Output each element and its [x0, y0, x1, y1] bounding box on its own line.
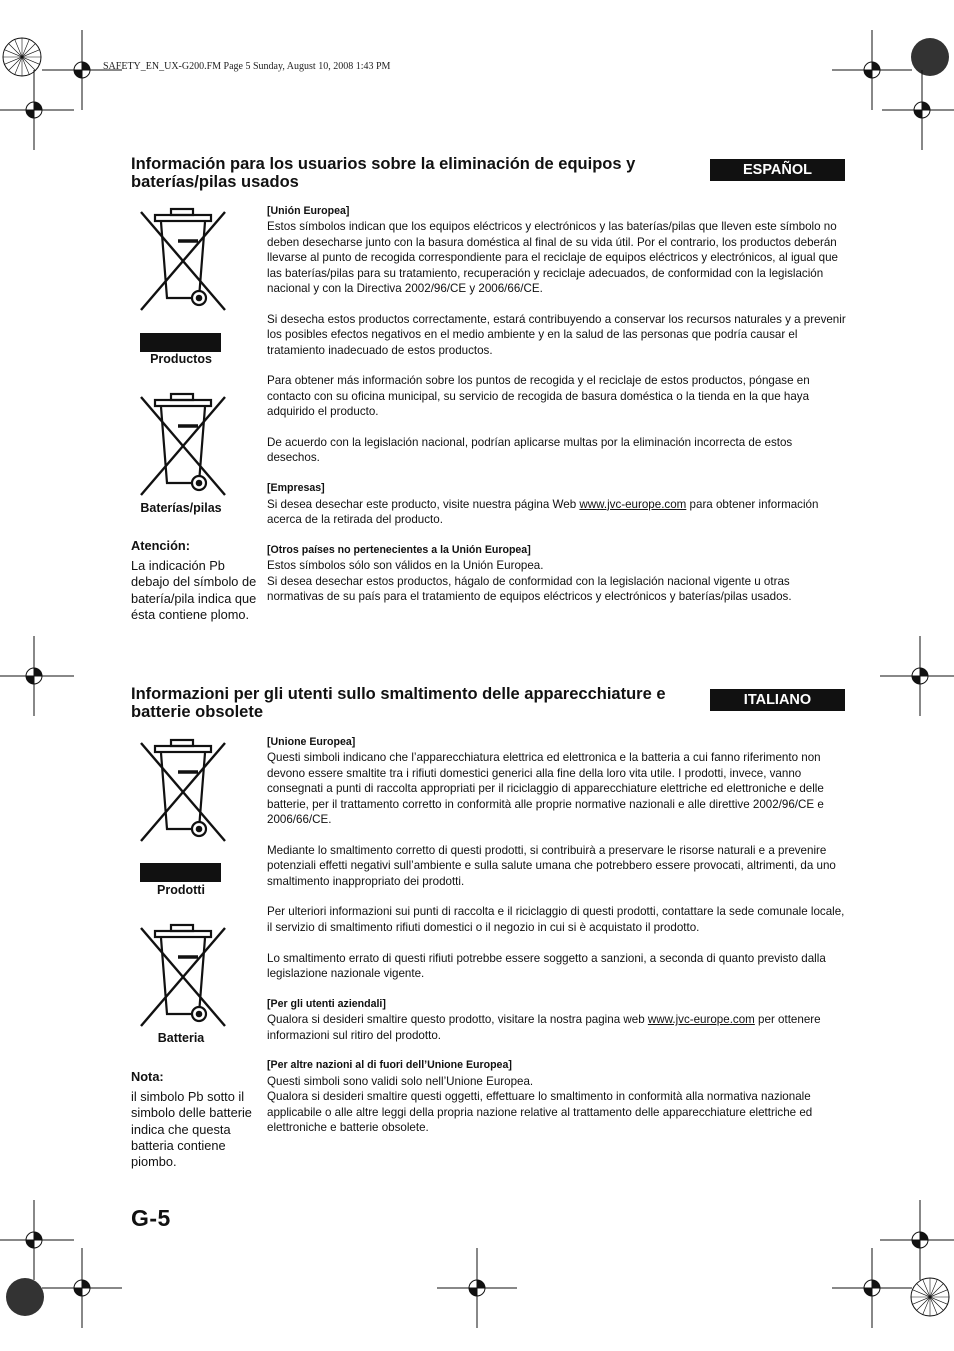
registration-mark-icon — [437, 1248, 517, 1328]
paragraph — [267, 1012, 847, 1043]
crop-mark-bottom-right-star-icon — [910, 1277, 950, 1317]
crop-mark-bottom-left-disc-icon — [5, 1277, 45, 1317]
registration-mark-icon — [42, 1248, 122, 1328]
paragraph: Para obtener más información sobre los puntos de recogida y el reciclaje de estos productos, póngase en contacto con su oficina municipal, su servicio de recogida de basura doméstica o la tienda en la que haya adquirido el producto. — [267, 374, 810, 419]
paragraph: Si desecha estos productos correctamente, estará contribuyendo a conservar los recursos naturales y a prevenir los posibles efectos negativos en el medio ambiente y en la salud de las personas que podría causar el tratamiento inadecuado de estos productos. — [267, 312, 846, 357]
crossed-bin-batteries-icon — [133, 922, 233, 1032]
crossed-bin-products-icon — [133, 737, 233, 847]
crossed-bin-products-icon — [133, 206, 233, 316]
subheading-eu-es: [Unión Europea] — [267, 205, 350, 217]
registration-mark-icon — [832, 1248, 912, 1328]
subheading-other-countries-it: [Per altre nazioni al di fuori dell’Unione Europea] — [267, 1059, 512, 1072]
subheading-eu-it: [Unione Europea] — [267, 736, 356, 748]
file-header-line: SAFETY_EN_UX-G200.FM Page 5 Sunday, August 10, 2008 1:43 PM — [103, 61, 391, 72]
caption-batteries-it: Batteria — [157, 1031, 205, 1045]
jvc-europe-link[interactable]: www.jvc-europe.com — [647, 1013, 755, 1027]
paragraph: Lo smaltimento errato di questi rifiuti potrebbe essere soggetto a sanzioni, a seconda di quanto previsto dalla legislazione nazionale vigente. — [267, 951, 826, 981]
text-span: Qualora si desideri smaltire questo prodotto, visitare la nostra pagina web — [267, 1013, 648, 1027]
note-heading-es: Atención: — [131, 538, 191, 553]
paragraph: Estos símbolos indican que los equipos eléctricos y electrónicos y las baterías/pilas que lleven este símbolo no deben desecharse junto con la basura doméstica al final de su vida útil. Por el contrario, los productos deberán llevarse al punto de recogida correspondiente para el reciclaje de equipos eléctricos y electrónicos, al igual que las baterías/pilas para su tratamiento, recuperación y reciclaje adecuados, de conformidad con la legislación nacional y con la Directiva 2002/96/CE y 2006/66/CE. — [267, 220, 839, 296]
black-bar-marker — [140, 333, 221, 352]
registration-mark-icon — [880, 636, 954, 716]
note-heading-it: Nota: — [131, 1069, 164, 1084]
caption-batteries-es: Baterías/pilas — [140, 501, 222, 515]
caption-products-it: Prodotti — [157, 883, 205, 897]
paragraph: Estos símbolos sólo son válidos en la Unión Europea. — [267, 559, 544, 573]
subheading-business-it: [Per gli utenti aziendali] — [267, 997, 386, 1010]
text-span: Si desea desechar este producto, visite nuestra página Web — [267, 497, 580, 511]
body-text-es — [267, 204, 847, 604]
paragraph: Questi simboli indicano che l’apparecchiatura elettrica ed elettronica e la batteria a cui fanno riferimento non devono essere smaltite tra i rifiuti domestici generici alla fine della loro vita utile. I prodotti, invece, vanno consegnati a punti di raccolta appropriati per il riciclaggio di apparecchiature elettriche ed elettroniche e delle batterie, per il trattamento corretto in conformità alle proprie normative nazionali e alle direttive 2002/96/CE e 2006/66/CE. — [267, 751, 824, 827]
jvc-europe-link[interactable]: www.jvc-europe.com — [579, 497, 687, 511]
note-block-es — [131, 538, 259, 623]
subheading-other-countries-es: [Otros países no pertenecientes a la Unión Europea] — [267, 543, 531, 556]
crossed-bin-batteries-icon — [133, 391, 233, 501]
paragraph: Si desea desechar estos productos, hágalo de conformidad con la legislación nacional vigente u otras normativas de su país para el tratamiento de equipos eléctricos y electrónicos y baterías/pilas usados. — [267, 574, 792, 604]
paragraph: Mediante lo smaltimento corretto di questi prodotti, si contribuirà a preservare le risorse naturali e a prevenire potenziali effetti negativi sull’ambiente e sulla salute umana che potrebbero essere provocati, altrimenti, da uno smaltimento inappropriato dei prodotti. — [267, 843, 836, 888]
body-text-it — [267, 735, 847, 1135]
text-span: per ottenere informazioni sul ritiro del prodotto. — [267, 1013, 821, 1042]
section-title-it: Informazioni per gli utenti sullo smaltimento delle apparecchiature e batterie obsolete — [131, 685, 666, 721]
paragraph — [267, 497, 847, 528]
black-bar-marker — [140, 863, 221, 882]
registration-mark-icon — [882, 70, 954, 150]
note-block-it — [131, 1069, 259, 1170]
language-badge-it: ITALIANO — [710, 689, 845, 711]
text-span: para obtener información acerca de la retirada del producto. — [267, 497, 819, 527]
section-title-es: Información para los usuarios sobre la eliminación de equipos y baterías/pilas usados — [131, 155, 636, 191]
language-badge-es: ESPAÑOL — [710, 159, 845, 181]
registration-mark-icon — [0, 70, 74, 150]
note-text-it: il simbolo Pb sotto il simbolo delle batterie indica che questa batteria contiene piombo. — [131, 1089, 252, 1170]
paragraph: Qualora si desideri smaltire questi oggetti, effettuare lo smaltimento in conformità alla normativa nazionale applicabile o alle altre leggi della propria nazione relative al trattamento delle apparecchiature elettriche ed elettroniche e batterie obsolete. — [267, 1090, 813, 1135]
registration-mark-icon — [0, 636, 74, 716]
paragraph: De acuerdo con la legislación nacional, podrían aplicarse multas por la eliminación incorrecta de estos desechos. — [267, 436, 793, 465]
subheading-business-es: [Empresas] — [267, 482, 325, 495]
caption-products-es: Productos — [150, 352, 212, 366]
paragraph: Questi simboli sono validi solo nell’Unione Europea. — [267, 1074, 534, 1088]
paragraph: Per ulteriori informazioni sui punti di raccolta e il riciclaggio di questi prodotti, contattare la sede comunale locale, il servizio di smaltimento rifiuti domestici o il negozio in cui si è acquistato il prodotto. — [267, 905, 845, 934]
page-number: G-5 — [131, 1205, 171, 1231]
note-text-es: La indicación Pb debajo del símbolo de batería/pila indica que ésta contiene plomo. — [131, 558, 257, 622]
